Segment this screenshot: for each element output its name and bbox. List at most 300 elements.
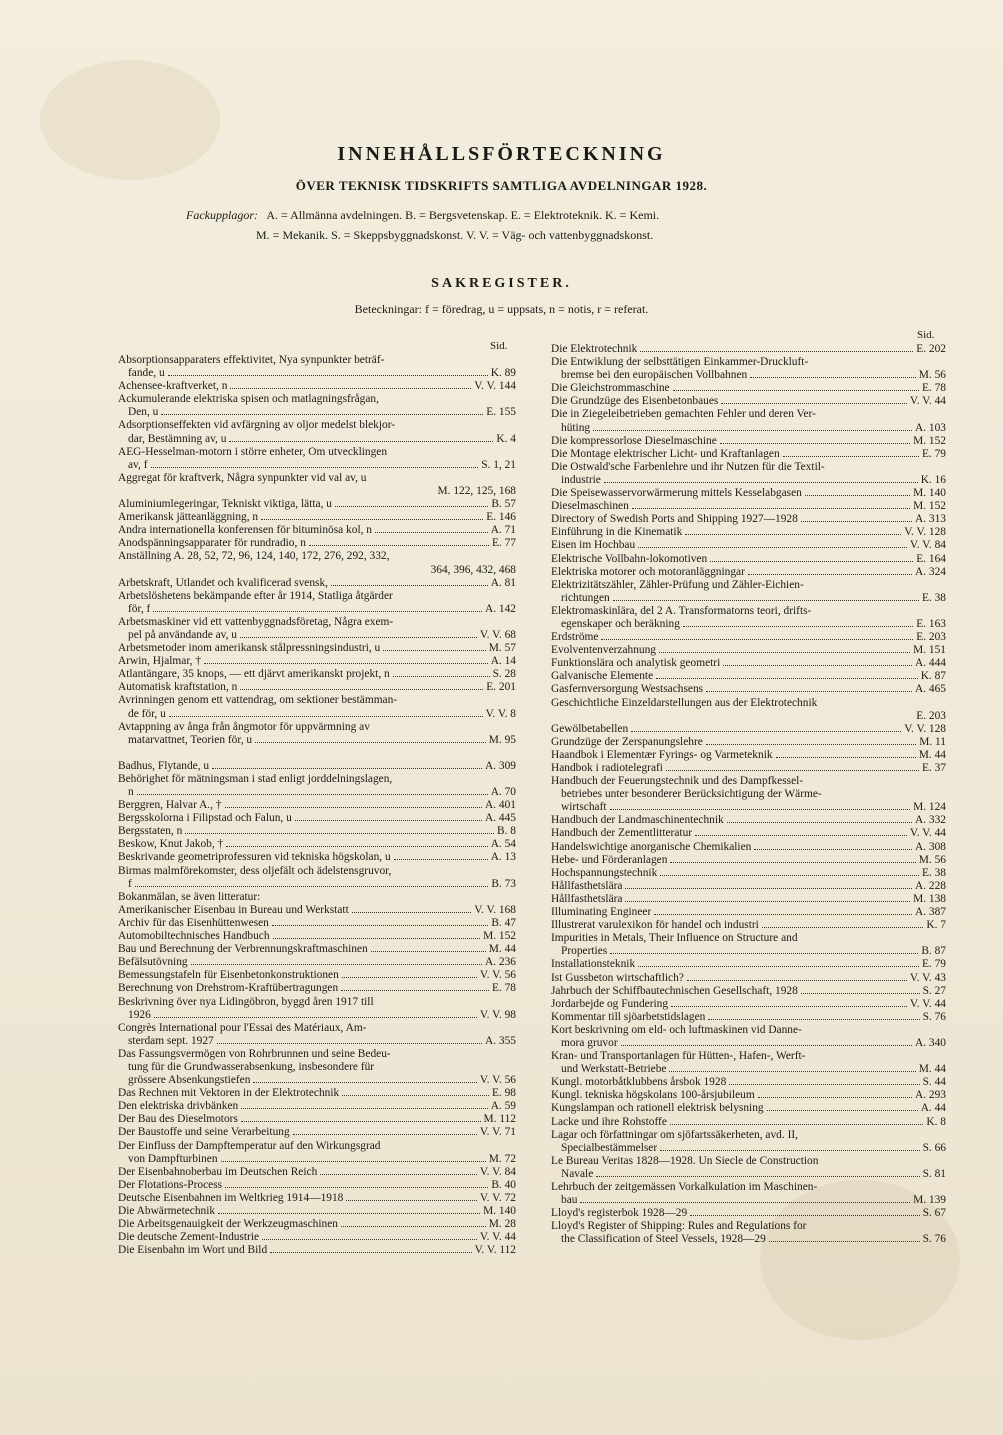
page-reference: E. 79 — [921, 447, 946, 460]
dot-leader — [683, 626, 913, 627]
page-reference: M. 138 — [913, 892, 946, 905]
dot-leader — [801, 993, 920, 994]
dot-leader — [706, 744, 916, 745]
entry-text-line: Aggregat för kraftverk, Några synpunkter vid val av, u — [118, 471, 367, 484]
entry-title: fande, u — [128, 367, 165, 380]
dot-leader — [371, 951, 486, 952]
entry-title: Elektriska motorer och motoranläggningar — [551, 565, 745, 578]
index-entry — [118, 1231, 516, 1244]
dot-leader — [185, 833, 494, 834]
sid-label-right: Sid. — [917, 329, 935, 341]
page-reference: A. 387 — [914, 906, 946, 919]
page-reference: E. 37 — [921, 762, 946, 774]
page-reference: M. 44 — [488, 943, 516, 956]
index-entry — [551, 985, 946, 998]
entry-title: Funktionslära och analytisk geometri — [551, 657, 721, 670]
page-reference: B. 73 — [491, 877, 516, 890]
entry-title: Hebe- und Förderanlagen — [551, 853, 668, 866]
page-reference: V. V. 56 — [479, 969, 516, 982]
dot-leader — [776, 757, 916, 758]
entry-title: Jordarbejde og Fundering — [551, 997, 669, 1010]
dot-leader — [654, 914, 912, 915]
legend-beteckningar: Beteckningar: f = föredrag, u = uppsats, n = notis, r = referat. — [354, 302, 649, 316]
page-reference: S. 28 — [492, 668, 516, 681]
index-entry — [551, 1102, 946, 1115]
entry-text-line: Arbetslöshetens bekämpande efter år 1914, Statliga åtgärder — [118, 589, 393, 602]
page-reference: V. V. 44 — [909, 827, 946, 840]
index-entry — [118, 694, 516, 720]
entry-title: n — [128, 786, 134, 798]
page-reference: A. 59 — [490, 1100, 516, 1113]
dot-leader — [659, 652, 910, 653]
entry-text-line: Lagar och författningar om sjöfartssäkerheten, avd. II, — [551, 1128, 799, 1141]
entry-title: Elektrische Vollbahn-lokomotiven — [551, 552, 708, 565]
index-entry — [118, 1048, 516, 1087]
index-entry — [551, 775, 946, 814]
entry-title: Automobiltechnisches Handbuch — [118, 930, 270, 943]
page-reference: V. V. 72 — [479, 1191, 516, 1204]
entry-title: Gasfernversorgung Westsachsens — [551, 683, 704, 696]
page-reference: A. 308 — [914, 840, 946, 853]
entry-title: Galvanische Elemente — [551, 670, 654, 683]
page-subtitle: ÖVER TEKNISK TIDSKRIFTS SAMTLIGA AVDELNINGAR 1928. — [295, 178, 708, 193]
dot-leader — [695, 835, 907, 836]
page-reference: E. 38 — [921, 591, 946, 604]
index-entry — [551, 749, 946, 762]
entry-text-line: Die in Ziegeleibetrieben gemachten Fehler und deren Ver- — [551, 408, 816, 421]
dot-leader — [596, 1176, 919, 1177]
index-entry — [551, 657, 946, 670]
entry-title: Kommentar till sjöarbetstidslagen — [551, 1010, 706, 1023]
dot-leader — [153, 611, 482, 612]
entry-title: Amerikanischer Eisenbau in Bureau und Werkstatt — [118, 903, 349, 916]
entry-title: Deutsche Eisenbahnen im Weltkrieg 1914—1918 — [118, 1191, 344, 1204]
entry-text-line: betriebes unter besonderer Berücksichtigung der Wärme- — [561, 788, 822, 801]
dot-leader — [769, 1241, 920, 1242]
dot-leader — [225, 807, 482, 808]
dot-leader — [240, 689, 483, 690]
page-title: INNEHÅLLSFÖRTECKNING — [337, 143, 666, 165]
index-entry — [118, 1166, 516, 1179]
entry-title: Achensee-kraftverket, n — [118, 380, 228, 393]
dot-leader — [352, 912, 471, 913]
index-entry — [551, 867, 946, 880]
index-entry — [118, 655, 516, 668]
dot-leader — [754, 849, 912, 850]
entry-title: pel på användande av, u — [128, 628, 238, 641]
dot-leader — [690, 1215, 919, 1216]
index-entry — [551, 1129, 946, 1155]
page-reference: K. 89 — [490, 367, 516, 380]
dot-leader — [218, 1213, 480, 1214]
index-entry — [551, 644, 946, 657]
dot-leader — [727, 822, 912, 823]
page-reference: B. 8 — [497, 825, 516, 838]
entry-title: Beskow, Knut Jakob, † — [118, 838, 224, 851]
page-reference: A. 13 — [490, 851, 516, 864]
entry-title: von Dampfturbinen — [128, 1152, 218, 1165]
index-entry — [551, 408, 946, 434]
entry-title: Die Gleichstrommaschine — [551, 382, 670, 395]
entry-title: Andra internationella konferensen för bituminösa kol, n — [118, 524, 373, 537]
entry-title: Gewölbetabellen — [551, 722, 629, 735]
page-reference: K. 7 — [926, 919, 946, 932]
entry-text-line: Birmas malmförekomster, dess oljefält och ädelstensgruvor, — [118, 864, 392, 877]
dot-leader — [221, 1161, 486, 1162]
entry-title: Amerikansk jätteanläggning, n — [118, 511, 259, 524]
dot-leader — [632, 508, 910, 509]
page-reference: A. 81 — [490, 576, 516, 589]
entry-text-line: Adsorptionseffekten vid avfärgning av oljor medelst blekjor- — [118, 419, 396, 432]
index-entry — [551, 1220, 946, 1246]
dot-leader — [309, 545, 489, 546]
page-reference: S. 81 — [922, 1167, 946, 1180]
entry-title: Die Speisewasservorwärmerung mittels Kesselabgasen — [551, 487, 802, 500]
index-entry — [118, 891, 516, 904]
dot-leader — [383, 650, 486, 651]
index-entry — [551, 1024, 946, 1050]
index-entry — [551, 526, 946, 539]
entry-text-line: Le Bureau Veritas 1828—1928. Un Siecle de Construction — [551, 1154, 819, 1167]
entry-title: bremse bei den europäischen Vollbahnen — [561, 369, 748, 382]
page-reference: A. 142 — [484, 602, 516, 615]
dot-leader — [135, 886, 489, 887]
dot-leader — [580, 1202, 910, 1203]
index-entry — [118, 930, 516, 943]
entry-text-line: Der Einfluss der Dampftemperatur auf den Wirkungsgrad — [118, 1139, 381, 1152]
dot-leader — [320, 1174, 477, 1175]
page-reference: K. 16 — [920, 473, 946, 486]
page-reference: E. 155 — [486, 406, 516, 419]
entry-title: Arbetskraft, Utlandet och kvalificerad svensk, — [118, 576, 329, 589]
dot-leader — [168, 375, 488, 376]
page-reference: A. 309 — [484, 759, 516, 772]
index-entry — [118, 524, 516, 537]
index-entry — [551, 395, 946, 408]
entry-title: Bergsskolorna i Filipstad och Falun, u — [118, 812, 292, 825]
entry-title: egenskaper och beräkning — [561, 617, 680, 630]
index-entry — [118, 721, 516, 747]
page-reference: M. 152 — [483, 930, 516, 943]
dot-leader — [670, 862, 915, 863]
dot-leader — [169, 716, 483, 717]
entry-title: Handbuch der Zementlitteratur — [551, 827, 693, 840]
page-reference: A. 228 — [914, 879, 946, 892]
entry-title: Einführung in die Kinematik — [551, 526, 683, 539]
page-reference: M. 56 — [918, 369, 946, 382]
dot-leader — [229, 441, 493, 442]
page-reference: E. 146 — [486, 511, 516, 524]
sid-label-left: Sid. — [490, 340, 508, 352]
dot-leader — [805, 495, 910, 496]
dot-leader — [335, 506, 488, 507]
dot-leader — [710, 561, 913, 562]
index-entry — [118, 982, 516, 995]
dot-leader — [255, 742, 486, 743]
index-entry — [551, 382, 946, 395]
entry-title: Haandbok i Elementær Fyrings- og Varmeteknik — [551, 748, 773, 761]
entry-title: Kungl. motorbåtklubbens årsbok 1928 — [551, 1076, 727, 1089]
page-reference: V. V. 44 — [909, 997, 946, 1010]
dot-leader — [375, 532, 488, 533]
dot-leader — [262, 1239, 477, 1240]
entry-title: Lacke und ihre Rohstoffe — [551, 1115, 667, 1128]
index-entry — [118, 354, 516, 380]
dot-leader — [341, 990, 489, 991]
index-entry — [551, 827, 946, 840]
dot-leader — [601, 639, 913, 640]
dot-leader — [762, 927, 924, 928]
entry-title: Der Baustoffe und seine Verarbeitung — [118, 1126, 290, 1139]
dot-leader — [758, 1097, 912, 1098]
dot-leader — [801, 521, 912, 522]
entry-title: Grundzüge der Zerspanungslehre — [551, 735, 703, 748]
index-entry — [118, 577, 516, 590]
page-reference: E. 164 — [916, 552, 946, 565]
index-entry — [551, 553, 946, 566]
index-entry — [551, 631, 946, 644]
page-reference: V. V. 144 — [474, 380, 516, 393]
entry-title: dar, Bestämning av, u — [128, 432, 227, 445]
entry-title: Illuminating Engineer — [551, 906, 652, 919]
page-reference: M. 11 — [919, 735, 946, 748]
index-entry — [551, 1089, 946, 1102]
dot-leader — [748, 574, 912, 575]
entry-text-line: Absorptionsapparaters effektivitet, Nya synpunkter beträf- — [118, 354, 385, 366]
dot-leader — [660, 1150, 919, 1151]
entry-title: Directory of Swedish Ports and Shipping 1927—1928 — [551, 513, 798, 526]
index-entry — [551, 605, 946, 631]
index-entry — [118, 760, 516, 773]
dot-leader — [241, 1108, 487, 1109]
entry-text-line: Impurities in Metals, Their Influence on Structure and — [551, 932, 798, 945]
entry-text-line: Ackumulerande elektriska spisen och matlagningsfrågan, — [118, 393, 379, 406]
dot-leader — [293, 1134, 477, 1135]
entry-title: 1926 — [128, 1008, 151, 1021]
index-entry — [551, 893, 946, 906]
entry-text-line: tung für die Grundwasserabsenkung, insbesondere für — [128, 1060, 375, 1073]
page-reference: E. 77 — [491, 537, 516, 550]
dot-leader — [670, 1124, 923, 1125]
index-entry — [118, 668, 516, 681]
index-entry — [551, 1155, 946, 1181]
entry-title: Hochspannungstechnik — [551, 866, 658, 879]
index-entry — [118, 681, 516, 694]
index-entry — [551, 932, 946, 958]
entry-title: Kungslampan och rationell elektrisk belysning — [551, 1102, 764, 1115]
entry-title: Die Montage elektrischer Licht- und Kraftanlagen — [551, 447, 780, 460]
page-reference: B. 40 — [491, 1178, 516, 1191]
index-entry — [551, 435, 946, 448]
page-reference: S. 76 — [922, 1010, 946, 1023]
page-reference: V. V. 84 — [479, 1165, 516, 1178]
index-entry — [118, 590, 516, 616]
index-entry — [118, 904, 516, 917]
index-entry — [118, 1192, 516, 1205]
page-reference: B. 87 — [921, 945, 946, 958]
index-entry — [118, 380, 516, 393]
page-reference: E. 98 — [491, 1087, 516, 1100]
index-entry — [118, 943, 516, 956]
page-reference: V. V. 84 — [909, 539, 946, 552]
index-entry — [118, 550, 516, 576]
dot-leader — [783, 456, 919, 457]
index-entry — [551, 487, 946, 500]
dot-leader — [721, 403, 907, 404]
fackupplagor-line-2: M. = Mekanik. S. = Skeppsbyggnadskonst. V. V. = Väg- och vattenbyggnadskonst. — [256, 228, 654, 242]
index-entry — [118, 851, 516, 864]
dot-leader — [394, 859, 488, 860]
index-entry — [551, 880, 946, 893]
dot-leader — [393, 676, 490, 677]
entry-title: Properties — [561, 945, 608, 958]
index-entry — [551, 579, 946, 605]
entry-title: the Classification of Steel Vessels, 1928—29 — [561, 1233, 766, 1246]
index-entry — [118, 419, 516, 445]
index-entry — [551, 1011, 946, 1024]
entry-title: Handbuch der Landmaschinentechnik — [551, 814, 724, 827]
entry-title: Navale — [561, 1167, 594, 1180]
page-reference: E. 38 — [921, 866, 946, 879]
index-entry — [118, 956, 516, 969]
entry-title: Bau und Berechnung der Verbrennungskraftmaschinen — [118, 943, 368, 956]
dot-leader — [685, 534, 901, 535]
page-reference: S. 27 — [922, 984, 946, 997]
dot-leader — [212, 768, 482, 769]
page-reference: V. V. 128 — [904, 722, 946, 735]
entry-text-line: Behörighet för mätningsman i stad enligt jorddelningslagen, — [118, 772, 393, 785]
index-entry — [118, 917, 516, 930]
dot-leader — [656, 678, 918, 679]
page-reference: B. 47 — [491, 916, 516, 929]
entry-title: Installationsteknik — [551, 958, 636, 971]
page-reference: A. 70 — [490, 786, 516, 798]
entry-title: Anodspänningsapparater för rundradio, n — [118, 537, 306, 550]
index-entry — [118, 1087, 516, 1100]
entry-text-line: Arbetsmaskiner vid ett vattenbyggnadsföretag, Några exem- — [118, 615, 394, 628]
dot-leader — [204, 663, 488, 664]
index-entry — [551, 539, 946, 552]
entry-title: Die Arbeitsgenauigkeit der Werkzeugmaschinen — [118, 1218, 338, 1231]
page-reference: E. 203 — [916, 709, 946, 722]
entry-title: Handelswichtige anorganische Chemikalien — [551, 840, 752, 853]
entry-text-line: Congrès International pour l'Essai des Matériaux, Am- — [118, 1021, 367, 1034]
page-reference: V. V. 56 — [479, 1074, 516, 1087]
entry-text-line: Avtappning av ånga från ångmotor för uppvärmning av — [118, 720, 370, 733]
entry-text-line: Kort beskrivning om eld- och luftmaskinen vid Danne- — [551, 1023, 802, 1036]
entry-title: Jahrbuch der Schiffbautechnischen Gesellschaft, 1928 — [551, 984, 798, 997]
index-entry — [118, 1218, 516, 1231]
index-entry — [118, 1022, 516, 1048]
page-reference: A. 444 — [914, 657, 946, 670]
index-entry — [118, 1244, 516, 1257]
dot-leader — [253, 1082, 476, 1083]
index-entry — [118, 996, 516, 1022]
dot-leader — [272, 925, 488, 926]
dot-leader — [613, 600, 919, 601]
dot-leader — [273, 938, 481, 939]
index-entry — [118, 1140, 516, 1166]
entry-title: Die Abwärmetechnik — [118, 1205, 216, 1217]
dot-leader — [638, 966, 919, 967]
entry-title: Specialbestämmelser — [561, 1141, 658, 1154]
index-entry — [551, 697, 946, 723]
entry-title: Kungl. tekniska högskolans 100-årsjubileum — [551, 1089, 755, 1102]
page-reference: 364, 396, 432, 468 — [430, 563, 516, 576]
index-entry — [118, 1205, 516, 1218]
dot-leader — [723, 665, 912, 666]
index-entry — [118, 773, 516, 799]
page-reference: K. 8 — [926, 1115, 946, 1128]
page-reference: M. 112 — [483, 1113, 516, 1126]
page-reference: K. 4 — [496, 432, 516, 445]
page-reference: M. 56 — [918, 853, 946, 866]
page-reference: M. 151 — [913, 644, 946, 657]
page-reference: E. 202 — [916, 343, 946, 355]
entry-title: Befälsutövning — [118, 956, 188, 969]
section-heading: SAKREGISTER. — [431, 276, 572, 291]
page-reference: V. V. 8 — [485, 707, 516, 720]
entry-title: Hållfasthetslära — [551, 879, 623, 892]
dot-leader — [151, 467, 479, 468]
entry-text-line: Avrinningen genom ett vattendrag, om sektioner bestämman- — [118, 694, 398, 707]
dot-leader — [241, 1121, 481, 1122]
page-reference: V. V. 112 — [474, 1244, 516, 1257]
entry-title: Die Eisenbahn im Wort und Bild — [118, 1244, 268, 1257]
page-reference: A. 401 — [484, 799, 516, 812]
page-reference: S. 76 — [922, 1233, 946, 1246]
page-reference: A. 236 — [484, 956, 516, 969]
index-entry — [551, 448, 946, 461]
dot-leader — [625, 888, 912, 889]
dot-leader — [610, 953, 918, 954]
dot-leader — [270, 1252, 471, 1253]
entry-text-line: Lehrbuch der zeitgemässen Vorkalkulation im Maschinen- — [551, 1181, 818, 1193]
index-entry — [118, 865, 516, 891]
entry-title: Aluminiumlegeringar, Tekniskt viktiga, lätta, u — [118, 498, 332, 511]
dot-leader — [687, 980, 907, 981]
page-reference: M. 140 — [483, 1205, 516, 1217]
entry-title: richtungen — [561, 591, 610, 604]
entry-title: matarvattnet, Teorien för, u — [128, 733, 253, 746]
entry-title: bau — [561, 1194, 578, 1207]
page-reference: A. 54 — [490, 838, 516, 851]
entry-title: und Werkstatt-Betriebe — [561, 1063, 667, 1076]
entry-title: industrie — [561, 473, 601, 486]
entry-text-line: Die Entwiklung der selbsttätigen Einkammer-Druckluft- — [551, 356, 809, 369]
dot-leader — [217, 1043, 482, 1044]
dot-leader — [673, 390, 919, 391]
entry-title: Den, u — [128, 406, 159, 419]
entry-title: Die deutsche Zement-Industrie — [118, 1231, 260, 1244]
entry-title: Bergsstaten, n — [118, 825, 183, 838]
entry-title: Illustrerat varulexikon för handel och industri — [551, 919, 759, 932]
page-reference: A. 324 — [914, 565, 946, 578]
entry-title: Atlantängare, 35 knops, — ett djärvt amerikanskt projekt, n — [118, 668, 390, 681]
page-reference: K. 87 — [920, 670, 946, 683]
index-entry — [118, 446, 516, 472]
index-entry — [118, 1100, 516, 1113]
dot-leader — [706, 691, 912, 692]
dot-leader — [346, 1200, 477, 1201]
page-reference: A. 293 — [914, 1089, 946, 1102]
dot-leader — [191, 964, 482, 965]
dot-leader — [137, 794, 488, 795]
dot-leader — [660, 875, 919, 876]
dot-leader — [331, 585, 488, 586]
page-reference: E. 79 — [921, 958, 946, 971]
page-reference: E. 78 — [921, 382, 946, 395]
